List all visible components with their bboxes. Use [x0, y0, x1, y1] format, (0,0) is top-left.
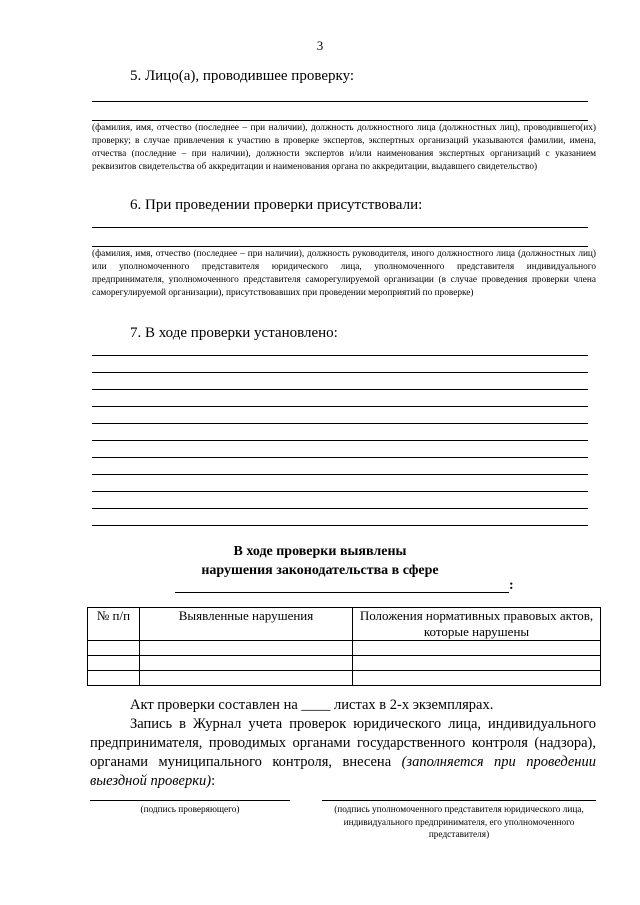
table-row	[88, 641, 601, 656]
table-header-row	[88, 608, 601, 641]
section7-line[interactable]	[92, 491, 588, 492]
table-row	[88, 671, 601, 686]
section5-heading: 5. Лицо(а), проводившее проверку:	[130, 68, 355, 84]
col-number-header: № п/п	[88, 608, 140, 641]
section6-note: (фамилия, имя, отчество (последнее – при наличии), должность руководителя, иного должностного лица (должностных лиц) или уполномоченного представителя юридического лица, уполномоченного представителя индивидуального предпринимателя, уполномоченного представителя саморегулируемой организации (в случае проведения проверки члена саморегулируемой организации), присутствовавших при проведении мероприятий по проверке)	[92, 249, 596, 298]
table-cell[interactable]	[140, 656, 353, 671]
act-pages-line	[130, 696, 493, 715]
act-pages-blank[interactable]: ____	[301, 697, 331, 713]
section7-line[interactable]	[92, 389, 588, 390]
table-cell[interactable]	[88, 656, 140, 671]
section7-line[interactable]	[92, 508, 588, 509]
section7-line[interactable]	[92, 355, 588, 356]
section7-line[interactable]	[92, 474, 588, 475]
section7-line[interactable]	[92, 423, 588, 424]
section7-line[interactable]	[92, 525, 588, 526]
act-text-before: Акт проверки составлен на	[130, 697, 298, 713]
table-cell[interactable]	[88, 641, 140, 656]
table-cell[interactable]	[353, 656, 601, 671]
table-row	[88, 656, 601, 671]
journal-colon: :	[211, 773, 216, 789]
col-regulations-header: Положения нормативных правовых актов, которые нарушены	[353, 608, 601, 641]
signature-line-representative[interactable]	[322, 800, 596, 801]
section7-line[interactable]	[92, 440, 588, 441]
journal-text: Запись в Журнал учета проверок юридического лица, индивидуального предпринимателя, проводимых органами государственного контроля (надзора), органами муниципального контроля, внесена	[90, 716, 596, 770]
section6-fill-line-2[interactable]	[92, 246, 588, 247]
section5-note: (фамилия, имя, отчество (последнее – при наличии), должность должностного лица (должностных лиц), проводившего(их) проверку; в случае привлечения к участию в проверке экспертов, экспертных организаций указываются фамилии, имена, отчества (последние – при наличии), должности экспертов и/или наименования экспертных организаций с указанием реквизитов свидетельства об аккредитации и наименования органа по аккредитации, выдавшего свидетельство)	[92, 123, 596, 172]
section7-heading: 7. В ходе проверки установлено:	[130, 325, 338, 341]
signature-caption-representative: (подпись уполномоченного представителя юридического лица, индивидуального предпринимателя, его уполномоченного представителя)	[334, 805, 584, 840]
signature-caption-inspector: (подпись проверяющего)	[140, 805, 240, 815]
section5-fill-line-1[interactable]	[92, 101, 588, 102]
journal-italic-note: (заполняется при проведении выездной проверки)	[90, 754, 596, 789]
page-number: 3	[316, 38, 324, 53]
section6-heading: 6. При проведении проверки присутствовали:	[130, 197, 423, 213]
col-violations-header: Выявленные нарушения	[140, 608, 353, 641]
signature-line-inspector[interactable]	[90, 800, 290, 801]
table-cell[interactable]	[88, 671, 140, 686]
violations-table	[87, 607, 601, 686]
journal-paragraph	[90, 715, 596, 791]
violations-title-line1: В ходе проверки выявлены	[233, 544, 407, 559]
section7-line[interactable]	[92, 372, 588, 373]
violations-colon: :	[509, 578, 514, 593]
violations-title-line2: нарушения законодательства в сфере	[201, 563, 439, 578]
section6-fill-line-1[interactable]	[92, 227, 588, 228]
table-cell[interactable]	[353, 671, 601, 686]
table-cell[interactable]	[140, 641, 353, 656]
section7-line[interactable]	[92, 457, 588, 458]
section7-line[interactable]	[92, 406, 588, 407]
table-cell[interactable]	[140, 671, 353, 686]
section5-fill-line-2[interactable]	[92, 120, 588, 121]
act-text-after: листах в 2-х экземплярах.	[334, 697, 494, 713]
violations-sphere-fill-line[interactable]	[175, 592, 509, 593]
table-cell[interactable]	[353, 641, 601, 656]
